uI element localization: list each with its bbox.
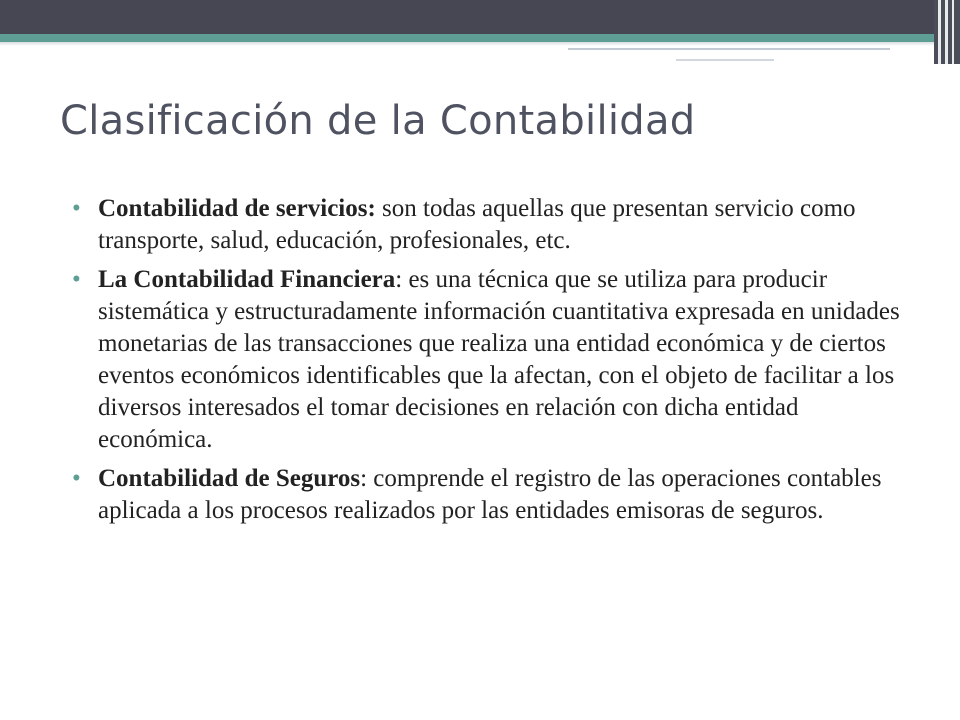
- bullet-text: : es una técnica que se utiliza para producir sistemática y estructuradamente información cuantitativa expresada en unidades monetarias de las transacciones que realiza una entidad económica y de ciertos eventos económicos identificables que la afectan, con el objeto de facilitar a los diversos interesados el tomar decisiones en relación con dicha entidad económica.: [98, 266, 900, 453]
- bullet-item: [68, 463, 918, 527]
- decorative-line: [568, 48, 890, 50]
- bullet-text: : comprende el registro de las operaciones contables aplicada a los procesos realizados por las entidades emisoras de seguros.: [98, 465, 882, 524]
- header-shadow: [0, 42, 960, 46]
- bullet-term: Contabilidad de Seguros: [98, 465, 361, 492]
- bullet-text: son todas aquellas que presentan servicio como transporte, salud, educación, profesionales, etc.: [98, 195, 856, 254]
- bullet-icon: •: [72, 195, 81, 222]
- bullet-term: La Contabilidad Financiera: [98, 266, 396, 293]
- bullet-item: [68, 193, 918, 257]
- slide-title: Clasificación de la Contabilidad: [60, 98, 696, 144]
- corner-decoration: [934, 0, 960, 64]
- bullet-term: Contabilidad de servicios:: [98, 195, 376, 222]
- header-bar: [0, 0, 960, 34]
- bullet-icon: •: [72, 266, 81, 293]
- bullet-item: [68, 264, 918, 456]
- stripe: [945, 0, 948, 64]
- bullet-icon: •: [72, 465, 81, 492]
- stripe: [952, 0, 954, 64]
- bullet-list: [68, 193, 918, 534]
- header-accent-band: [0, 34, 960, 42]
- stripe: [938, 0, 941, 64]
- decorative-line: [676, 59, 774, 61]
